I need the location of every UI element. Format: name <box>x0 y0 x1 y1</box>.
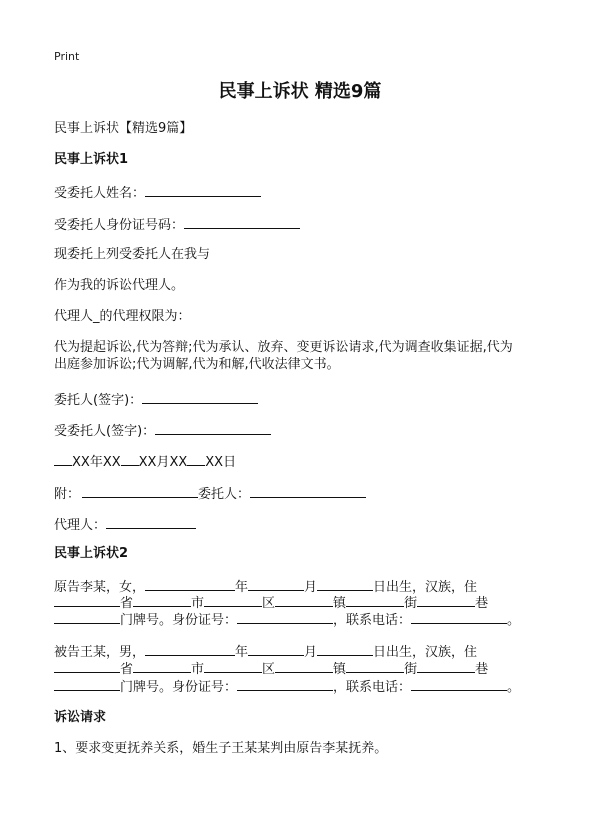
blank <box>417 593 475 607</box>
menpai-label: 门牌号。身份证号： <box>120 613 238 628</box>
principal-sign-row <box>54 390 258 409</box>
blank <box>133 593 191 607</box>
authority-label: 代理人_的代理权限为： <box>54 309 191 324</box>
attach-row <box>54 484 366 503</box>
blank <box>317 577 373 591</box>
attach-label: 附： <box>54 487 81 502</box>
plaintiff-yue: 月 <box>304 580 318 595</box>
xiang: 巷 <box>475 662 489 677</box>
blank <box>54 610 120 624</box>
blank <box>54 659 120 673</box>
blank <box>346 659 404 673</box>
zhen: 镇 <box>333 596 347 611</box>
date-row <box>54 452 236 471</box>
sheng: 省 <box>120 596 134 611</box>
shi: 市 <box>191 596 205 611</box>
date-blank <box>54 452 72 466</box>
blank <box>145 642 235 656</box>
claim-1: 1、要求变更抚养关系，婚生子王某某判由原告李某抚养。 <box>54 741 388 756</box>
date-blank <box>121 452 139 466</box>
defendant-line-2 <box>54 659 488 678</box>
sheng: 省 <box>120 662 134 677</box>
blank <box>417 659 475 673</box>
page-title: 民事上诉状 精选9篇 <box>218 81 382 102</box>
principal-sign-blank <box>142 390 258 404</box>
date-xx3: XX <box>138 455 157 470</box>
defendant-nian: 年 <box>235 645 249 660</box>
qu: 区 <box>262 596 276 611</box>
subtitle: 民事上诉状【精选9篇】 <box>54 121 193 136</box>
blank <box>248 577 304 591</box>
blank <box>54 677 120 691</box>
entrust-statement: 现委托上列受委托人在我与 <box>54 247 211 262</box>
zhen: 镇 <box>333 662 347 677</box>
shi: 市 <box>191 662 205 677</box>
agent-label: 代理人： <box>54 518 107 533</box>
entrustee-id-row <box>54 215 300 234</box>
plaintiff-birth: 日出生，汉族，住 <box>373 580 478 595</box>
attach-blank <box>82 484 198 498</box>
print-label[interactable]: Print <box>54 50 80 63</box>
entrustee-sign-blank <box>155 421 271 435</box>
blank <box>133 659 191 673</box>
blank <box>411 677 507 691</box>
blank <box>275 659 333 673</box>
blank <box>411 610 507 624</box>
agent-row <box>54 515 196 534</box>
plaintiff-line-3 <box>54 610 520 629</box>
entrustee-id-label: 受委托人身份证号码： <box>54 218 185 233</box>
blank <box>248 642 304 656</box>
qu: 区 <box>262 662 276 677</box>
plaintiff-prefix: 原告李某，女， <box>54 580 146 595</box>
jie: 街 <box>404 662 418 677</box>
section1-heading: 民事上诉状1 <box>54 152 129 167</box>
blank <box>204 593 262 607</box>
date-yue: 月 <box>156 455 170 470</box>
authority-line-2: 出庭参加诉讼;代为调解,代为和解,代收法律文书。 <box>54 357 340 372</box>
principal-label: 委托人： <box>198 487 251 502</box>
agent-statement: 作为我的诉讼代理人。 <box>54 278 185 293</box>
blank <box>54 593 120 607</box>
claims-heading: 诉讼请求 <box>54 710 107 725</box>
jie: 街 <box>404 596 418 611</box>
date-xx1: XX <box>72 455 90 470</box>
date-ri: 日 <box>223 455 237 470</box>
entrustee-name-row <box>54 183 261 202</box>
entrustee-sign-label: 受委托人(签字)： <box>54 424 156 439</box>
end-mark: 。 <box>507 613 521 628</box>
date-blank <box>187 452 205 466</box>
blank <box>346 593 404 607</box>
defendant-prefix: 被告王某，男， <box>54 645 146 660</box>
agent-blank <box>106 515 196 529</box>
entrustee-sign-row <box>54 421 271 440</box>
defendant-birth: 日出生，汉族，住 <box>373 645 478 660</box>
phone-label: ，联系电话： <box>333 613 412 628</box>
date-xx5: XX <box>205 455 224 470</box>
blank <box>275 593 333 607</box>
xiang: 巷 <box>475 596 489 611</box>
entrustee-name-label: 受委托人姓名： <box>54 186 146 201</box>
blank <box>237 610 333 624</box>
authority-line-1: 代为提起诉讼,代为答辩;代为承认、放弃、变更诉讼请求,代为调查收集证据,代为 <box>54 340 513 355</box>
date-xx2: XX <box>102 455 121 470</box>
end-mark: 。 <box>507 680 521 695</box>
principal-blank <box>250 484 366 498</box>
entrustee-id-blank <box>184 215 300 229</box>
plaintiff-nian: 年 <box>235 580 249 595</box>
blank <box>204 659 262 673</box>
entrustee-name-blank <box>145 183 261 197</box>
date-xx4: XX <box>169 455 188 470</box>
section2-heading: 民事上诉状2 <box>54 546 129 561</box>
defendant-yue: 月 <box>304 645 318 660</box>
blank <box>317 642 373 656</box>
defendant-line-3 <box>54 677 520 696</box>
menpai-label: 门牌号。身份证号： <box>120 680 238 695</box>
principal-sign-label: 委托人(签字)： <box>54 393 143 408</box>
phone-label: ，联系电话： <box>333 680 412 695</box>
blank <box>145 577 235 591</box>
blank <box>237 677 333 691</box>
date-nian: 年 <box>89 455 103 470</box>
